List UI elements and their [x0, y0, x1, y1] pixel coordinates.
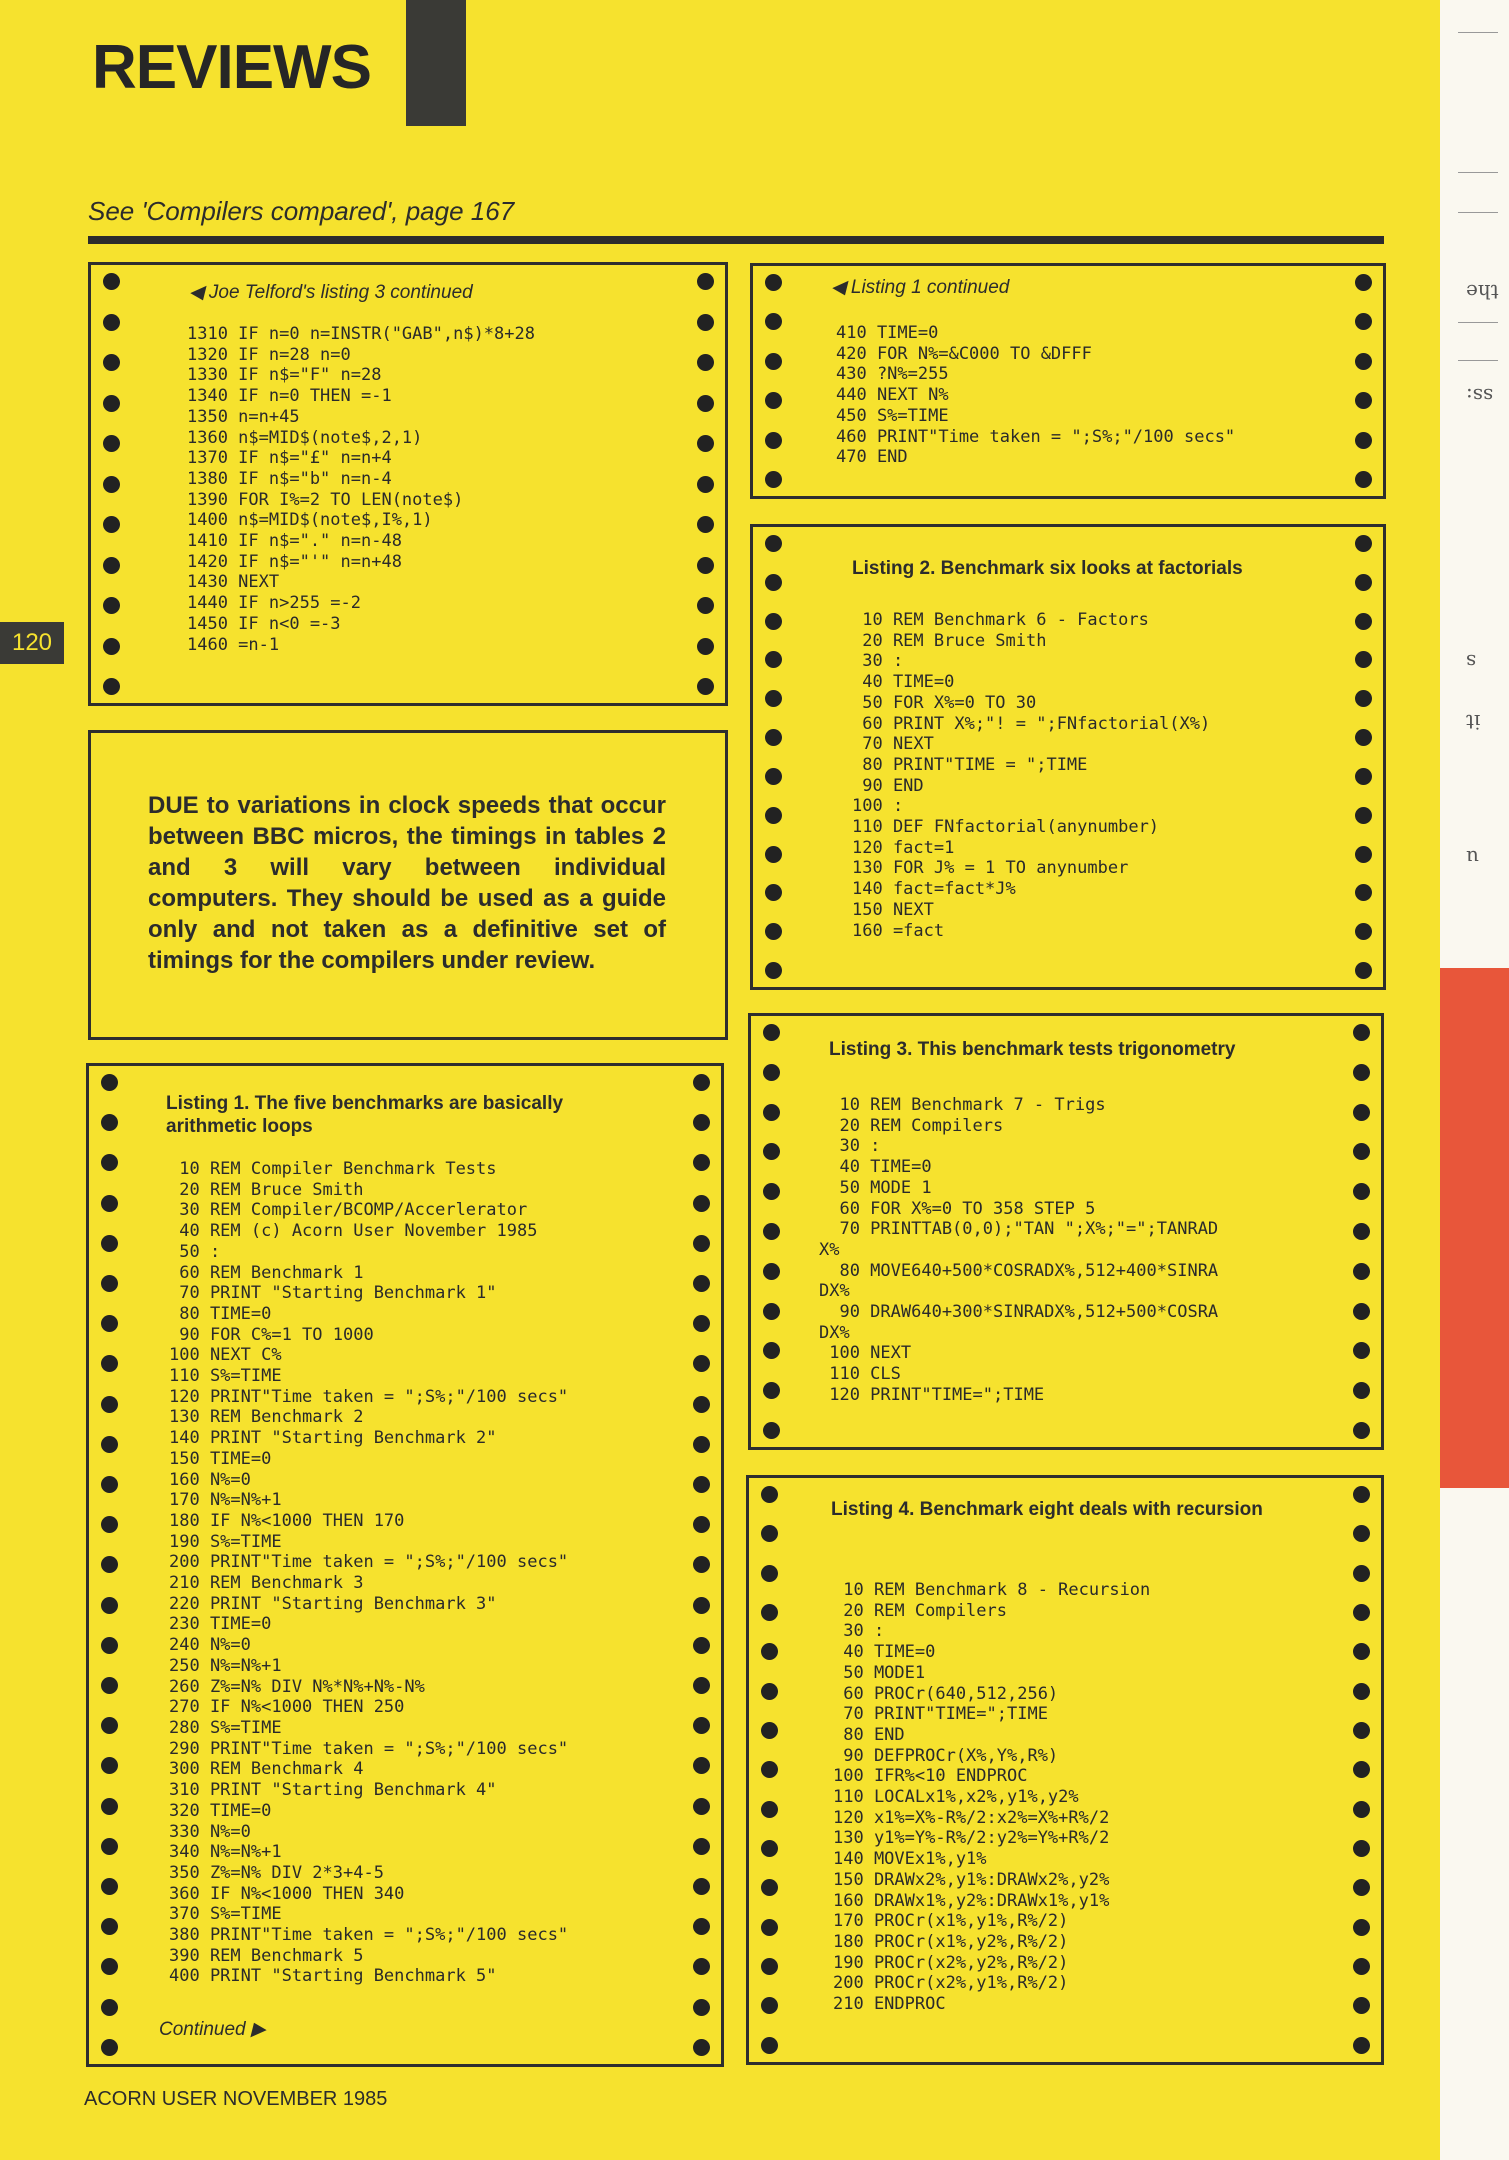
sprocket-hole [693, 1878, 710, 1895]
listing-heading: Listing 2. Benchmark six looks at factorials [852, 558, 1243, 579]
sprocket-hole [101, 1396, 118, 1413]
sprocket-hole [763, 1024, 780, 1041]
sprocket-hole [693, 1798, 710, 1815]
sprocket-hole [697, 476, 714, 493]
sprocket-hole [693, 1556, 710, 1573]
sprocket-hole [693, 1355, 710, 1372]
sprocket-hole [763, 1143, 780, 1160]
code-listing: 10 REM Benchmark 6 - Factors 20 REM Bruce Smith 30 : 40 TIME=0 50 FOR X%=0 TO 30 60 PRINT X%;"! = ";FNfactorial(X%) 70 NEXT 80 PRINT"TIME = ";TIME 90 END 100 : 110 DEF FNfactorial(anynumber) 120 fact=1 130 FOR J% = 1 TO anynumber 140 fact=fact*J% 150 NEXT 160 =fact [852, 610, 1211, 941]
sprocket-hole [101, 1516, 118, 1533]
code-listing: 10 REM Compiler Benchmark Tests 20 REM Bruce Smith 30 REM Compiler/BCOMP/Accerlerator 40 REM (c) Acorn User November 1985 50 : 60 REM Benchmark 1 70 PRINT "Starting Benchmark 1" 80 TIME=0 90 FOR C%=1 TO 1000 100 NEXT C% 110 S%=TIME 120 PRINT"Time taken = ";S%;"/100 secs" 130 REM Benchmark 2 140 PRINT "Starting Benchmark 2" 150 TIME=0 160 N%=0 170 N%=N%+1 180 IF N%<1000 THEN 170 190 S%=TIME 200 PRINT"Time taken = ";S%;"/100 secs" 210 REM Benchmark 3 220 PRINT "Starting Benchmark 3" 230 TIME=0 240 N%=0 250 N%=N%+1 260 Z%=N% DIV N%*N%+N%-N% 270 IF N%<1000 THEN 250 280 S%=TIME 290 PRINT"Time taken = ";S%;"/100 secs" 300 REM Benchmark 4 310 PRINT "Starting Benchmark 4" 320 TIME=0 330 N%=0 340 N%=N%+1 350 Z%=N% DIV 2*3+4-5 360 IF N%<1000 THEN 340 370 S%=TIME 380 PRINT"Time taken = ";S%;"/100 secs" 390 REM Benchmark 5 400 PRINT "Starting Benchmark 5" [169, 1159, 569, 1987]
sprocket-hole [1355, 690, 1372, 707]
sprocket-hole [763, 1263, 780, 1280]
sprocket-hole [693, 1597, 710, 1614]
sprocket-hole [693, 1114, 710, 1131]
sprocket-hole [697, 638, 714, 655]
sprocket-hole [101, 1195, 118, 1212]
sprocket-hole [1353, 1024, 1370, 1041]
sprocket-holes-left [97, 1066, 121, 2064]
sprocket-hole [693, 2039, 710, 2056]
page-number: 120 [0, 622, 64, 664]
sprocket-hole [1355, 432, 1372, 449]
code-listing: 10 REM Benchmark 8 - Recursion 20 REM Compilers 30 : 40 TIME=0 50 MODE1 60 PROCr(640,512,256) 70 PRINT"TIME=";TIME 80 END 90 DEFPROCr(X%,Y%,R%) 100 IFR%<10 ENDPROC 110 LOCALx1%,x2%,y1%,y2% 120 x1%=X%-R%/2:x2%=X%+R%/2 130 y1%=Y%-R%/2:y2%=Y%+R%/2 140 MOVEx1%,y1% 150 DRAWx2%,y1%:DRAWx2%,y2% 160 DRAWx1%,y2%:DRAWx1%,y1% 170 PROCr(x1%,y1%,R%/2) 180 PROCr(x1%,y2%,R%/2) 190 PROCr(x2%,y2%,R%/2) 200 PROCr(x2%,y1%,R%/2) 210 ENDPROC [833, 1580, 1151, 2015]
sprocket-hole [1353, 1683, 1370, 1700]
sprocket-hole [761, 1565, 778, 1582]
sprocket-hole [693, 1235, 710, 1252]
sprocket-hole [101, 1114, 118, 1131]
sprocket-hole [101, 1958, 118, 1975]
sprocket-hole [765, 574, 782, 591]
sprocket-hole [1353, 1183, 1370, 1200]
sprocket-hole [697, 354, 714, 371]
sprocket-hole [693, 1154, 710, 1171]
sprocket-hole [101, 1838, 118, 1855]
sprocket-hole [693, 1918, 710, 1935]
sprocket-hole [761, 2037, 778, 2054]
gutter-text: s [1466, 650, 1477, 674]
sprocket-hole [1355, 807, 1372, 824]
sprocket-hole [101, 1154, 118, 1171]
sprocket-hole [101, 1074, 118, 1091]
sprocket-hole [765, 392, 782, 409]
sprocket-hole [693, 1436, 710, 1453]
sprocket-hole [1353, 1223, 1370, 1240]
page-footer: ACORN USER NOVEMBER 1985 [84, 2088, 388, 2110]
sprocket-hole [1355, 274, 1372, 291]
sprocket-hole [1353, 1958, 1370, 1975]
sprocket-hole [1355, 923, 1372, 940]
sprocket-hole [1353, 1143, 1370, 1160]
sprocket-hole [1353, 1761, 1370, 1778]
sprocket-hole [103, 314, 120, 331]
sprocket-hole [763, 1064, 780, 1081]
sprocket-hole [765, 353, 782, 370]
sprocket-holes-right [1349, 1478, 1373, 2062]
sprocket-hole [765, 807, 782, 824]
divider-rule [88, 236, 1384, 244]
sprocket-hole [761, 1525, 778, 1542]
sprocket-holes-left [761, 266, 785, 496]
sprocket-hole [103, 557, 120, 574]
sprocket-holes-left [759, 1016, 783, 1447]
sprocket-hole [1355, 392, 1372, 409]
sprocket-hole [103, 678, 120, 695]
sprocket-hole [1355, 884, 1372, 901]
sprocket-hole [697, 516, 714, 533]
sprocket-hole [101, 1597, 118, 1614]
gutter-text: ss: [1466, 384, 1494, 408]
timing-note-text: DUE to variations in clock speeds that occur between BBC micros, the timings in tables 2 and 3 will vary between individual computers. They should be used as a guide only and not taken as a definitive set of timings for the compilers under review. [148, 792, 666, 974]
sprocket-hole [697, 678, 714, 695]
sprocket-hole [103, 476, 120, 493]
sprocket-hole [761, 1879, 778, 1896]
sprocket-hole [1353, 1840, 1370, 1857]
listing3-box [748, 1013, 1384, 1450]
sprocket-hole [103, 597, 120, 614]
sprocket-hole [101, 1476, 118, 1493]
listing2-box [750, 524, 1386, 990]
sprocket-hole [1355, 651, 1372, 668]
sprocket-hole [761, 1604, 778, 1621]
sprocket-hole [1355, 353, 1372, 370]
sprocket-hole [101, 1677, 118, 1694]
sprocket-hole [1353, 1342, 1370, 1359]
sprocket-hole [1353, 1643, 1370, 1660]
sprocket-hole [693, 1757, 710, 1774]
sprocket-hole [103, 638, 120, 655]
sprocket-hole [763, 1382, 780, 1399]
sprocket-holes-left [761, 527, 785, 987]
sprocket-hole [697, 395, 714, 412]
sprocket-hole [101, 1878, 118, 1895]
sprocket-hole [103, 395, 120, 412]
gutter-text: u [1466, 846, 1479, 870]
sprocket-hole [1353, 2037, 1370, 2054]
sprocket-hole [1353, 1064, 1370, 1081]
listing1-box [86, 1063, 724, 2067]
sprocket-hole [693, 1315, 710, 1332]
sprocket-hole [1353, 1604, 1370, 1621]
code-listing: 410 TIME=0 420 FOR N%=&C000 TO &DFFF 430 ?N%=255 440 NEXT N% 450 S%=TIME 460 PRINT"Time taken = ";S%;"/100 secs" 470 END [836, 323, 1236, 468]
sprocket-hole [765, 923, 782, 940]
sprocket-hole [765, 690, 782, 707]
sprocket-hole [1355, 535, 1372, 552]
sprocket-hole [1353, 1303, 1370, 1320]
sprocket-hole [761, 1761, 778, 1778]
sprocket-hole [101, 1275, 118, 1292]
sprocket-hole [765, 432, 782, 449]
sprocket-hole [693, 1717, 710, 1734]
sprocket-hole [697, 597, 714, 614]
sprocket-hole [765, 729, 782, 746]
edge-line [1458, 212, 1498, 213]
sprocket-hole [697, 557, 714, 574]
sprocket-hole [697, 314, 714, 331]
sprocket-hole [761, 1643, 778, 1660]
sprocket-hole [697, 435, 714, 452]
sprocket-hole [103, 273, 120, 290]
sprocket-hole [763, 1104, 780, 1121]
listing1-continued-box [750, 263, 1386, 499]
sprocket-hole [761, 1486, 778, 1503]
sprocket-holes-left [757, 1478, 781, 2062]
sprocket-hole [761, 1997, 778, 2014]
sprocket-hole [693, 1396, 710, 1413]
sprocket-hole [693, 1838, 710, 1855]
listing-heading: Listing 3. This benchmark tests trigonometry [829, 1039, 1236, 1060]
sprocket-hole [1353, 1565, 1370, 1582]
sprocket-hole [101, 1355, 118, 1372]
listing-heading: Listing 4. Benchmark eight deals with recursion [831, 1499, 1263, 1520]
sprocket-hole [1353, 1879, 1370, 1896]
sprocket-hole [763, 1342, 780, 1359]
sprocket-hole [1355, 768, 1372, 785]
sprocket-hole [763, 1183, 780, 1200]
sprocket-hole [765, 313, 782, 330]
adjacent-page-red-band [1440, 968, 1509, 1488]
sprocket-hole [1355, 574, 1372, 591]
sprocket-holes-right [693, 265, 717, 703]
sprocket-hole [1353, 1486, 1370, 1503]
sprocket-hole [103, 516, 120, 533]
sprocket-hole [1355, 613, 1372, 630]
sprocket-hole [1353, 1422, 1370, 1439]
sprocket-hole [693, 1677, 710, 1694]
adjacent-page-edge [1440, 0, 1509, 2160]
section-tab [406, 0, 466, 126]
sprocket-hole [693, 1275, 710, 1292]
sprocket-hole [765, 274, 782, 291]
sprocket-hole [765, 768, 782, 785]
cross-reference: See 'Compilers compared', page 167 [88, 196, 515, 226]
sprocket-hole [1353, 1722, 1370, 1739]
section-title: REVIEWS [92, 33, 371, 102]
edge-line [1458, 360, 1498, 361]
code-listing: 1310 IF n=0 n=INSTR("GAB",n$)*8+28 1320 IF n=28 n=0 1330 IF n$="F" n=28 1340 IF n=0 THEN =-1 1350 n=n+45 1360 n$=MID$(note$,2,1) 1370 IF n$="£" n=n+4 1380 IF n$="b" n=n-4 1390 FOR I%=2 TO LEN(note$) 1400 n$=MID$(note$,I%,1) 1410 IF n$="." n=n-48 1420 IF n$="'" n=n+48 1430 NEXT 1440 IF n>255 =-2 1450 IF n<0 =-3 1460 =n-1 [187, 324, 535, 655]
sprocket-hole [1355, 846, 1372, 863]
sprocket-hole [101, 1999, 118, 2016]
gutter-text: it [1466, 710, 1481, 734]
sprocket-hole [765, 651, 782, 668]
sprocket-hole [103, 354, 120, 371]
sprocket-hole [763, 1223, 780, 1240]
sprocket-holes-right [689, 1066, 713, 2064]
sprocket-hole [693, 1476, 710, 1493]
sprocket-hole [101, 1235, 118, 1252]
sprocket-hole [1353, 1263, 1370, 1280]
sprocket-hole [693, 1074, 710, 1091]
sprocket-hole [1353, 1801, 1370, 1818]
sprocket-hole [1353, 1525, 1370, 1542]
sprocket-hole [761, 1919, 778, 1936]
sprocket-hole [761, 1722, 778, 1739]
sprocket-hole [103, 435, 120, 452]
listing4-box [746, 1475, 1384, 2065]
sprocket-hole [697, 273, 714, 290]
sprocket-hole [101, 1918, 118, 1935]
sprocket-hole [1355, 313, 1372, 330]
edge-line [1458, 32, 1498, 33]
sprocket-hole [765, 471, 782, 488]
sprocket-hole [1353, 1997, 1370, 2014]
telford-listing-box [88, 262, 728, 706]
sprocket-hole [1355, 729, 1372, 746]
sprocket-hole [101, 1436, 118, 1453]
sprocket-holes-right [1349, 1016, 1373, 1447]
code-listing: 10 REM Benchmark 7 - Trigs 20 REM Compilers 30 : 40 TIME=0 50 MODE 1 60 FOR X%=0 TO 358 STEP 5 70 PRINTTAB(0,0);"TAN ";X%;"=";TANRAD X% 80 MOVE640+500*COSRADX%,512+400*SINRA DX% 90 DRAW640+300*SINRADX%,512+500*COSRA DX% 100 NEXT 110 CLS 120 PRINT"TIME=";TIME [819, 1095, 1219, 1405]
sprocket-hole [101, 1315, 118, 1332]
gutter-text: the [1466, 280, 1499, 304]
edge-line [1458, 322, 1498, 323]
sprocket-hole [101, 1556, 118, 1573]
sprocket-hole [101, 1717, 118, 1734]
sprocket-holes-right [1351, 527, 1375, 987]
listing-heading: Listing 1. The five benchmarks are basically arithmetic loops [166, 1093, 564, 1137]
sprocket-hole [693, 1958, 710, 1975]
sprocket-hole [765, 846, 782, 863]
sprocket-hole [693, 1637, 710, 1654]
sprocket-hole [1353, 1919, 1370, 1936]
sprocket-hole [1353, 1104, 1370, 1121]
sprocket-hole [765, 535, 782, 552]
sprocket-hole [101, 2039, 118, 2056]
sprocket-hole [1355, 962, 1372, 979]
sprocket-hole [763, 1422, 780, 1439]
edge-line [1458, 172, 1498, 173]
sprocket-hole [101, 1798, 118, 1815]
sprocket-hole [1355, 471, 1372, 488]
continued-label: Continued ▶ [159, 2019, 266, 2040]
sprocket-hole [765, 884, 782, 901]
sprocket-hole [693, 1195, 710, 1212]
sprocket-hole [761, 1683, 778, 1700]
listing-caption: ◀ Listing 1 continued [831, 277, 1010, 298]
sprocket-hole [693, 1516, 710, 1533]
sprocket-hole [765, 962, 782, 979]
sprocket-hole [761, 1958, 778, 1975]
sprocket-holes-right [1351, 266, 1375, 496]
sprocket-hole [101, 1637, 118, 1654]
sprocket-hole [1353, 1382, 1370, 1399]
sprocket-hole [101, 1757, 118, 1774]
sprocket-hole [763, 1303, 780, 1320]
sprocket-holes-left [99, 265, 123, 703]
listing-caption: ◀ Joe Telford's listing 3 continued [189, 282, 473, 303]
sprocket-hole [765, 613, 782, 630]
sprocket-hole [761, 1801, 778, 1818]
sprocket-hole [693, 1999, 710, 2016]
sprocket-hole [761, 1840, 778, 1857]
